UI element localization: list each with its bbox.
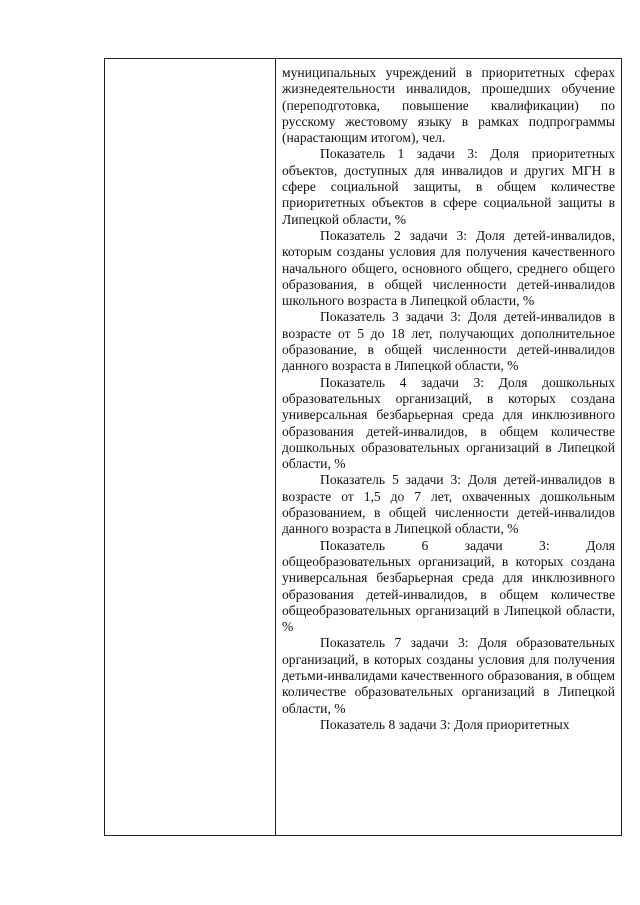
- indicator-3-paragraph: Показатель 3 задачи 3: Доля детей-инвалидов в возрасте от 5 до 18 лет, получающих дополнительное образование, в общей численности детей-инвалидов данного возраста в Липецкой области, %: [282, 309, 615, 374]
- indicator-7-paragraph: Показатель 7 задачи 3: Доля образовательных организаций, в которых созданы условия для получения детьми-инвалидами качественного образования, в общем количестве образовательных организаций в Липецкой области, %: [282, 635, 615, 716]
- indicator-8-paragraph: Показатель 8 задачи 3: Доля приоритетных: [320, 716, 570, 732]
- indicator-1-paragraph: Показатель 1 задачи 3: Доля приоритетных объектов, доступных для инвалидов и других МГН в сфере социальной защиты, в общем количестве приоритетных объектов в сфере социальной защиты в Липецкой области, %: [282, 146, 615, 227]
- document-table: [104, 58, 622, 836]
- paragraph-continuation: муниципальных учреждений в приоритетных сферах жизнедеятельности инвалидов, прошедших обучение (переподготовка, повышение квалификации) по русскому жестовому языку в рамках подпрограммы (нарастающим итогом), чел.: [282, 65, 615, 146]
- indicator-6-paragraph: Показатель 6 задачи 3: Доля общеобразовательных организаций, в которых создана универсальная безбарьерная среда для инклюзивного образования детей-инвалидов, в общем количестве общеобразовательных организаций в Липецкой области, %: [282, 537, 615, 635]
- indicator-5-paragraph: Показатель 5 задачи 3: Доля детей-инвалидов в возрасте от 1,5 до 7 лет, охваченных дошкольным образованием, в общей численности детей-инвалидов данного возраста в Липецкой области, %: [282, 472, 615, 537]
- indicator-4-paragraph: Показатель 4 задачи 3: Доля дошкольных образовательных организаций, в которых создана универсальная безбарьерная среда для инклюзивного образования детей-инвалидов, в общем количестве дошкольных образовательных организаций в Липецкой области, %: [282, 374, 615, 472]
- table-left-cell: [105, 59, 276, 835]
- table-right-cell: [276, 59, 621, 835]
- indicator-2-paragraph: Показатель 2 задачи 3: Доля детей-инвалидов, которым созданы условия для получения качественного начального общего, основного общего, среднего общего образования, в общей численности детей-инвалидов школьного возраста в Липецкой области, %: [282, 227, 615, 309]
